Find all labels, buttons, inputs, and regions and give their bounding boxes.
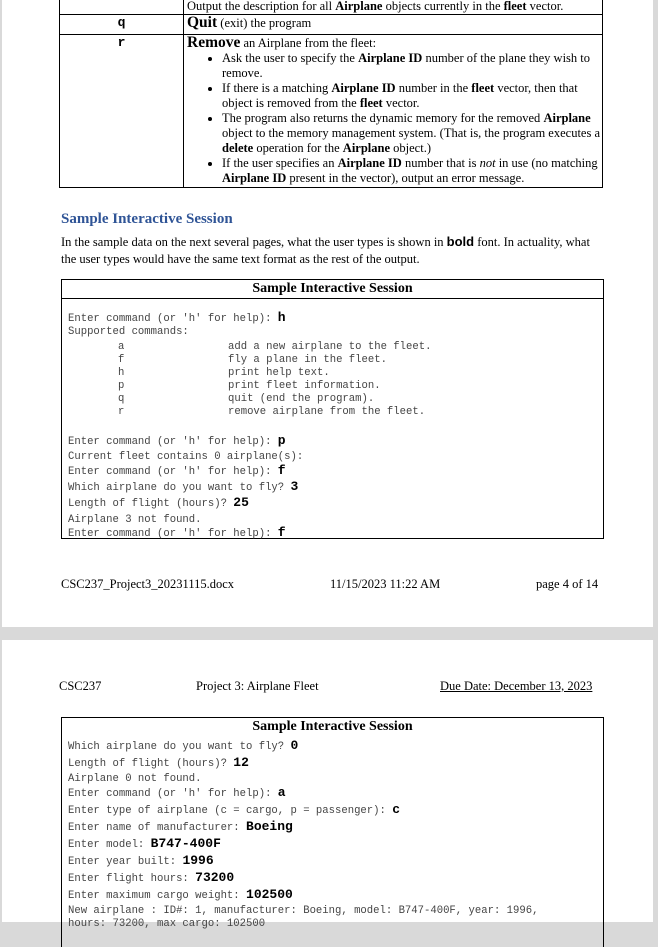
command-r-bullets: [187, 51, 602, 186]
cmd-key: r: [118, 406, 125, 418]
sample-session-box-2: [61, 717, 604, 947]
bullet-item: • The program also returns the dynamic memory for the removed Airplane object to the memory management system. (That is, the program executes a delete operation for the Airplane object.): [222, 111, 602, 156]
session-line: Enter command (or 'h' for help): f: [68, 525, 286, 540]
session-line: Enter command (or 'h' for help): a: [68, 785, 286, 800]
session-line: Airplane 0 not found.: [68, 773, 202, 785]
cmd-key: h: [118, 367, 125, 379]
document-page-5: [2, 640, 653, 930]
session-line: Current fleet contains 0 airplane(s):: [68, 451, 304, 463]
section-paragraph: In the sample data on the next several pages, what the user types is shown in bold font. In actuality, what the user types would have the same text format as the rest of the output.: [61, 234, 590, 266]
footer-datetime: 11/15/2023 11:22 AM: [330, 577, 441, 591]
session-line: Length of flight (hours)? 12: [68, 755, 249, 770]
command-q-title: Quit: [187, 14, 218, 31]
session-line: Enter command (or 'h' for help): h: [68, 310, 286, 325]
session-line: hours: 73200, max cargo: 102500: [68, 918, 266, 930]
desc-text: objects currently in the: [382, 0, 504, 13]
session-line: Enter year built: 1996: [68, 853, 214, 868]
session-line: Enter name of manufacturer: Boeing: [68, 819, 293, 834]
session-line: Airplane 3 not found.: [68, 514, 202, 526]
command-key-r: r: [60, 35, 184, 188]
session-box-title: Sample Interactive Session: [62, 280, 603, 299]
session-line: Enter command (or 'h' for help): f: [68, 463, 286, 478]
cmd-desc: add a new airplane to the fleet.: [228, 341, 432, 353]
header-project-title: Project 3: Airplane Fleet: [196, 679, 319, 693]
session-line: Enter flight hours: 73200: [68, 870, 235, 885]
session-line: Enter maximum cargo weight: 102500: [68, 887, 293, 902]
cmd-desc: fly a plane in the fleet.: [228, 354, 387, 366]
footer-page-number: page 4 of 14: [536, 577, 599, 591]
desc-bold: fleet: [503, 0, 527, 13]
session-line: Length of flight (hours)? 25: [68, 495, 249, 510]
command-r-title: Remove: [187, 34, 241, 51]
session-line: Enter type of airplane (c = cargo, p = passenger): c: [68, 802, 401, 817]
desc-bold: Airplane: [335, 0, 383, 13]
command-key-q: q: [60, 15, 184, 35]
session-line: Supported commands:: [68, 326, 189, 338]
document-page-4: [2, 0, 653, 627]
cmd-desc: quit (end the program).: [228, 393, 375, 405]
bullet-item: • If the user specifies an Airplane ID number that is not in use (no matching Airplane ID present in the vector), output an error message.: [222, 156, 602, 186]
footer-filename: CSC237_Project3_20231115.docx: [61, 577, 235, 591]
section-title: Sample Interactive Session: [61, 211, 233, 227]
cmd-key: p: [118, 380, 125, 392]
command-q-description: [184, 15, 603, 35]
session-line: New airplane : ID#: 1, manufacturer: Boeing, model: B747-400F, year: 1996,: [68, 905, 539, 917]
sample-session-box-1: [61, 279, 604, 539]
session-line: Enter model: B747-400F: [68, 836, 221, 851]
bullet-item: • Ask the user to specify the Airplane ID number of the plane they wish to remove.: [222, 51, 602, 81]
command-key-p-cell: [60, 0, 184, 15]
cmd-desc: remove airplane from the fleet.: [228, 406, 426, 418]
cmd-key: f: [118, 354, 125, 366]
cmd-key: a: [118, 341, 125, 353]
command-r-text: an Airplane from the fleet:: [240, 36, 377, 50]
header-due-date: Due Date: December 13, 2023: [440, 679, 593, 693]
session-line: Which airplane do you want to fly? 3: [68, 479, 299, 494]
desc-text: vector.: [526, 0, 564, 13]
bullet-item: • If there is a matching Airplane ID number in the fleet vector, then that object is removed from the fleet vector.: [222, 81, 602, 111]
session-box-title: Sample Interactive Session: [252, 719, 413, 734]
session-line: Enter command (or 'h' for help): p: [68, 433, 286, 448]
command-r-description: [184, 35, 603, 188]
cmd-key: q: [118, 393, 125, 405]
command-p-description: [184, 0, 603, 15]
command-table: [59, 0, 603, 188]
command-q-text: (exit) the program: [217, 16, 312, 30]
header-course: CSC237: [59, 679, 102, 693]
cmd-desc: print help text.: [228, 367, 330, 379]
session-line: Which airplane do you want to fly? 0: [68, 738, 299, 753]
desc-text: Output the description for all: [187, 0, 336, 13]
cmd-desc: print fleet information.: [228, 380, 381, 392]
